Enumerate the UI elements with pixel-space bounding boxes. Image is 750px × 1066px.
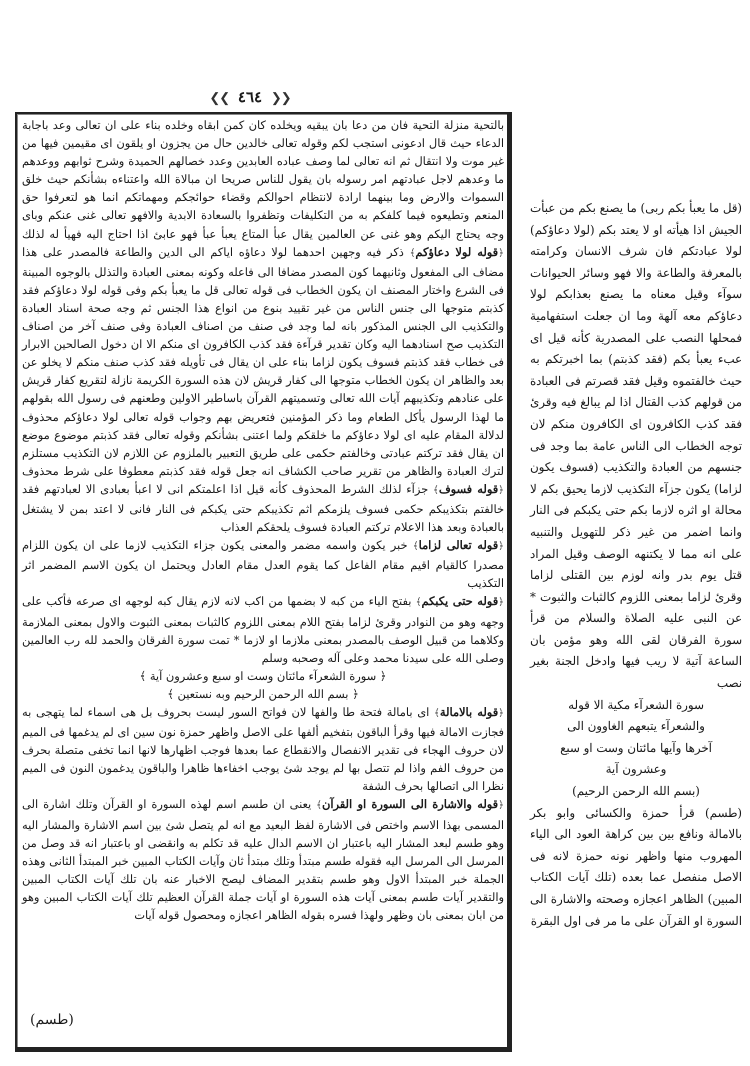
main-line: تعالى لما وصف عباده العابدين وعدد خصالهم الحميدة وشرح ثوابهم ووعدهم ما وعدهم لاجل عبادتهم امر — [22, 154, 504, 187]
main-line: قال ادعونى استجب لكم وقوله تعالى خالدين حال من يجزون او يلقون اى مقيمين فيها من غير موت ولا انتقال ثم انه — [22, 136, 504, 169]
ornament-right-icon: ❯❯ — [209, 91, 230, 106]
margin-surah-heading-line: والشعرآء يتبعهم الغاوون الى — [567, 719, 705, 734]
margin-basmala: (بسم الله الرحمن الرحيم) — [572, 784, 700, 799]
lemma-text: قوله تعالى لزاما — [418, 538, 499, 553]
margin-surah-heading-line: وعشرون آية — [605, 762, 667, 777]
basmala-text: بسم الله الرحمن الرحيم وبه نستعين — [177, 686, 349, 701]
surah-heading: ﴿ سورة الشعرآء مائتان وست او سبع وعشرون آية ﴾ — [139, 668, 387, 683]
main-line: وتظفروا بالسعادة الابدية والافهو تعالى غنى عنكم وباى وجه يحتاج اليكم وهو غنى عن العالمين يقال عبأ المتاع — [22, 208, 505, 241]
commentary-text: خبر يكون واسمه مضمر والمعنى يكون جزاء التكذيب لازما على ان يكون اللزام مصدرا كالقيام اقيم مقام الفاعل كما يقوم العدل مقام العادل ويحتمل ان يكون الاسم المضمر اثر التكذيب — [22, 538, 504, 591]
margin-commentary — [530, 198, 742, 932]
margin-surah-heading-line: آخرها وآيها مائتان وست او سبع — [560, 740, 712, 755]
margin-paragraph: (طسم) قرأ حمزة والكسائى وابو بكر بالامالة ونافع بين بين كراهة العود الى الياء المهروب منها واظهر نونه حمزة لانه فى الاصل منفصل عما بعده (تلك آيات الكتاب المبين) الظاهر اعجازه وصحته والاشارة الى السورة او القرآن على ما مر فى اول البقرة — [530, 805, 742, 928]
page-number: ٤٦٤ — [237, 88, 263, 106]
lemma-text: قوله بالامالة — [439, 705, 499, 719]
margin-surah-heading-line: سورة الشعرآء مكية الا قوله — [568, 697, 704, 712]
catchword: (طسم) — [30, 1012, 74, 1028]
lemma-text: قوله لولا دعاؤكم — [415, 244, 499, 259]
main-paragraph — [22, 592, 504, 666]
main-paragraph — [22, 536, 504, 592]
lemma-text: قوله حتى يكبكم — [421, 594, 499, 609]
page-header — [0, 88, 500, 106]
main-paragraph — [22, 116, 504, 536]
main-commentary — [22, 116, 504, 924]
lemma-text: قوله والاشارة الى السورة او القرآن — [321, 797, 499, 812]
lemma-text: قوله فسوف — [438, 481, 499, 496]
main-line: رسوله بان يقول للناس صريحا ان مبالاة الله واعتناءه بشأنكم حيث خلق السموات والارض وما بينهما ارادة — [22, 172, 504, 205]
main-line: بالتحية منزلة التحية فان من دعا بان يبقيه ويخلده كان كمن ابقاه وخلده بناء على ان تعالى وعد باجابة الدعاء حيث — [22, 118, 504, 151]
commentary-text: ذكر فيه وجهين احدهما لولا دعاؤه اياكم الى الدين والطاعة فالمصدر على هذا مضاف الى المفعول وثانيهما كون المصدر مضافا الى فاعله وكونه بمعنى العبادة والتذلل بالوجوه المبينة فى الشرع واختار المصنف ان يكون الخطاب فى قوله تعالى قل ما يعبأ بكم وفى قوله لولا دعاؤكم فقد كذبتم متوجها الى جنس الناس من غير تقييد بنوع من انواع هذا الجنس ثم وجه صحة اسناد العبادة والتكذيب الى الجنس المذكور بانه لما وجد فى صنف من اصناف العبادة وفى صنف آخر من اصناف التكذيب صح اسنادهما اليه وكان تقدير قرآءة فقد كذب الكافرون اى منكم الا ان دخول الصالحين الابرار فى خطاب فقد كذبتم فسوف يكون لزاما بناء على ان يقال فى تأويله فقد كذب صنف منكم لا يخلو عن بعد والظاهر ان يكون الخطاب متوجها الى كفار قريش لان هذه السورة الكريمة نازلة لتقريع كفار قريش على عنادهم وتكذيبهم آيات الله تعالى وتسميتهم القرآن باساطير الاولين وطعنهم فى رسول الله بقولهم ما لهذا الرسول يأكل الطعام وما ذكر المؤمنين فتعريض بهم وجواب قوله تعالى لولا دعاؤكم محذوف لدلالة المقام عليه اى لولا دعاؤكم ما خلقكم ولما اعتنى بشأنكم وقوله تعالى فقد كذبتم موضوع موضع ان يقال فقد تركتم عبادتى وخالفتم حكمى على طريق التعبير بالملزوم عن اللازم لان التكذيب مستلزم لترك العبادة والظاهر من تقرير صاحب الكشاف انه جعل قوله فقد كذبتم معطوفا على شرط محذوف — [22, 244, 504, 478]
lemma-marker: ﴿قوله حتى يكبكم﴾ — [415, 594, 504, 609]
surah-heading-text: سورة الشعرآء مائتان وست او سبع وعشرون آية — [149, 668, 377, 683]
margin-paragraph: (قل ما يعبأ بكم ربى) ما يصنع بكم من عبأت الجيش اذا هيأته او لا يعتد بكم (لولا دعاؤكم) لولا عبادتكم فان شرف الانسان وكرامته بالمعرفة والطاعة والا فهو وسائر الحيوانات سوآء وقيل معناه ما يصنع بعذابكم لولا دعاؤكم معه آلهة وما ان جعلت استفهامية فمحلها النصب على المصدرية كأنه قيل اى عبء يعبأ بكم (فقد كذبتم) بما اخبرتكم به حيث خالفتموه وقيل فقد قصرتم فى العبادة من قولهم كذب القتال اذا لم يبالغ فيه وقرئ فقد كذب الكافرون اى الكافرون منكم لان توجه الخطاب الى الناس عامة بما وجد فى جنسهم من العبادة والتكذيب (فسوف يكون لزاما) يكون جزآء التكذيب لازما يحيق بكم لا محالة او اثره لازما بكم حتى يكبكم فى النار وانما اضمر من غير ذكر للتهويل والتنبيه على انه مما لا يكتنهه الوصف وقيل المراد قتل يوم بدر وانه لوزم بين القتلى لزاما وقرئ لزاما بمعنى اللزوم كالثبات والثبوت * عن النبى عليه الصلاة والسلام من قرأ سورة الفرقان لقى الله وهو مؤمن بان الساعة آتية لا ريب فيها وادخل الجنة بغير نصب — [530, 201, 742, 691]
basmala: ﴿ بسم الله الرحمن الرحيم وبه نستعين ﴾ — [167, 686, 359, 701]
main-line: يعبأ عبأ فهو عابئ اذا احتاج اليه فهيأ له لذلك — [22, 226, 237, 241]
lemma-marker: ﴿قوله فسوف﴾ — [432, 481, 505, 496]
lemma-marker: ﴿قوله والاشارة الى السورة او القرآن﴾ — [316, 797, 504, 812]
main-paragraph — [22, 703, 504, 795]
main-paragraph — [22, 795, 504, 924]
lemma-marker: ﴿قوله لولا دعاؤكم﴾ — [409, 244, 504, 259]
commentary-text: اى بامالة فتحة طا والفها لان فواتح السور ليست بحروف بل هى اسماء لما يتهجى به فجازت الامالة فيها وقرأ الباقون بتفخيم ألفها على الاصل واظهر حمزة نون سين اى لم يدغمها فى الميم لان حروف الهجاء فى تقدير الانفصال والانقطاع عما بعدها فوجب اظهارها لانها انما تخفى متصلة بحرف من حروف الفم واذا لم تتصل بها لم يوجد شئ يوجب اخفاءها ظاهرا والباقون يدغمون النون فى الميم نظرا الى اتصالها بحرف الشفة — [22, 705, 504, 794]
lemma-marker: ﴿قوله بالامالة﴾ — [434, 705, 504, 719]
ornament-left-icon: ❮❮ — [270, 91, 291, 106]
lemma-marker: ﴿قوله تعالى لزاما﴾ — [412, 538, 504, 553]
commentary-text: بفتح الياء من كبه لا بضمها من اكب لانه لازم يقال كبه لوجهه اى صرعه فأكب على وجهه وهو من النوادر وقرئ لزاما بفتح اللام بمعنى اللزوم كالثبات بمعنى الثبوت والاول بمعنى الملازمة وكلاهما من قبيل الوصف بالمصدر بمعنى ملازما او لازما * تمت سورة الفرقان والحمد لله رب العالمين وصلى الله على سيدنا محمد وعلى آله وصحبه وسلم — [22, 594, 504, 665]
commentary-text: يعنى ان طسم اسم لهذه السورة او القرآن وتلك اشارة الى المسمى بهذا الاسم واختص فى الاشارة لفظ البعيد مع انه لم يتصل شئ بين اسم الاشارة والمشار اليه وهو طسم لبعد المشار اليه باعتبار ان الاسم الدال عليه قد تكلم به وانقضى او باعتبار انه قد وصل من المرسل الى المرسل اليه فقوله طسم مبتدأ وتلك مبتدأ ثان وآيات الكتاب المبين خبر المبتدأ الثانى وهذه الجملة خبر المبتدأ الاول وهو طسم بتقدير المضاف ليصح الاخبار عنه بان تلك آيات الكتاب المبين والتقدير آيات طسم بمعنى آيات هذه السورة او آيات جملة القرآن العظيم تلك آيات الكتاب المبين وهو من ابان بمعنى بان وظهر ولهذا فسره بقوله الظاهر اعجازه ومحصول قوله آيات — [22, 797, 504, 923]
main-line: لانتظام احوالكم وقضاء حوائجكم ومهماتكم انما هو لتعرفوا حق المنعم وتطيعوه فيما كلفكم به من التكليفات — [22, 190, 504, 223]
commentary-text: جزآء لذلك الشرط المحذوف كأنه قيل اذا اعلمتكم انى لا اعبأ بعبادى الا لعبادتهم فقد خالفتم بتكذيبكم حكمى فسوف يلزمكم اثم تكذيبكم حتى يكبكم فى النار فانى لا اعتد بمن لا يشتغل بالعبادة وبعد هذا الاعلام تركتم العبادة فسوف يلحقكم العذاب — [22, 481, 504, 535]
